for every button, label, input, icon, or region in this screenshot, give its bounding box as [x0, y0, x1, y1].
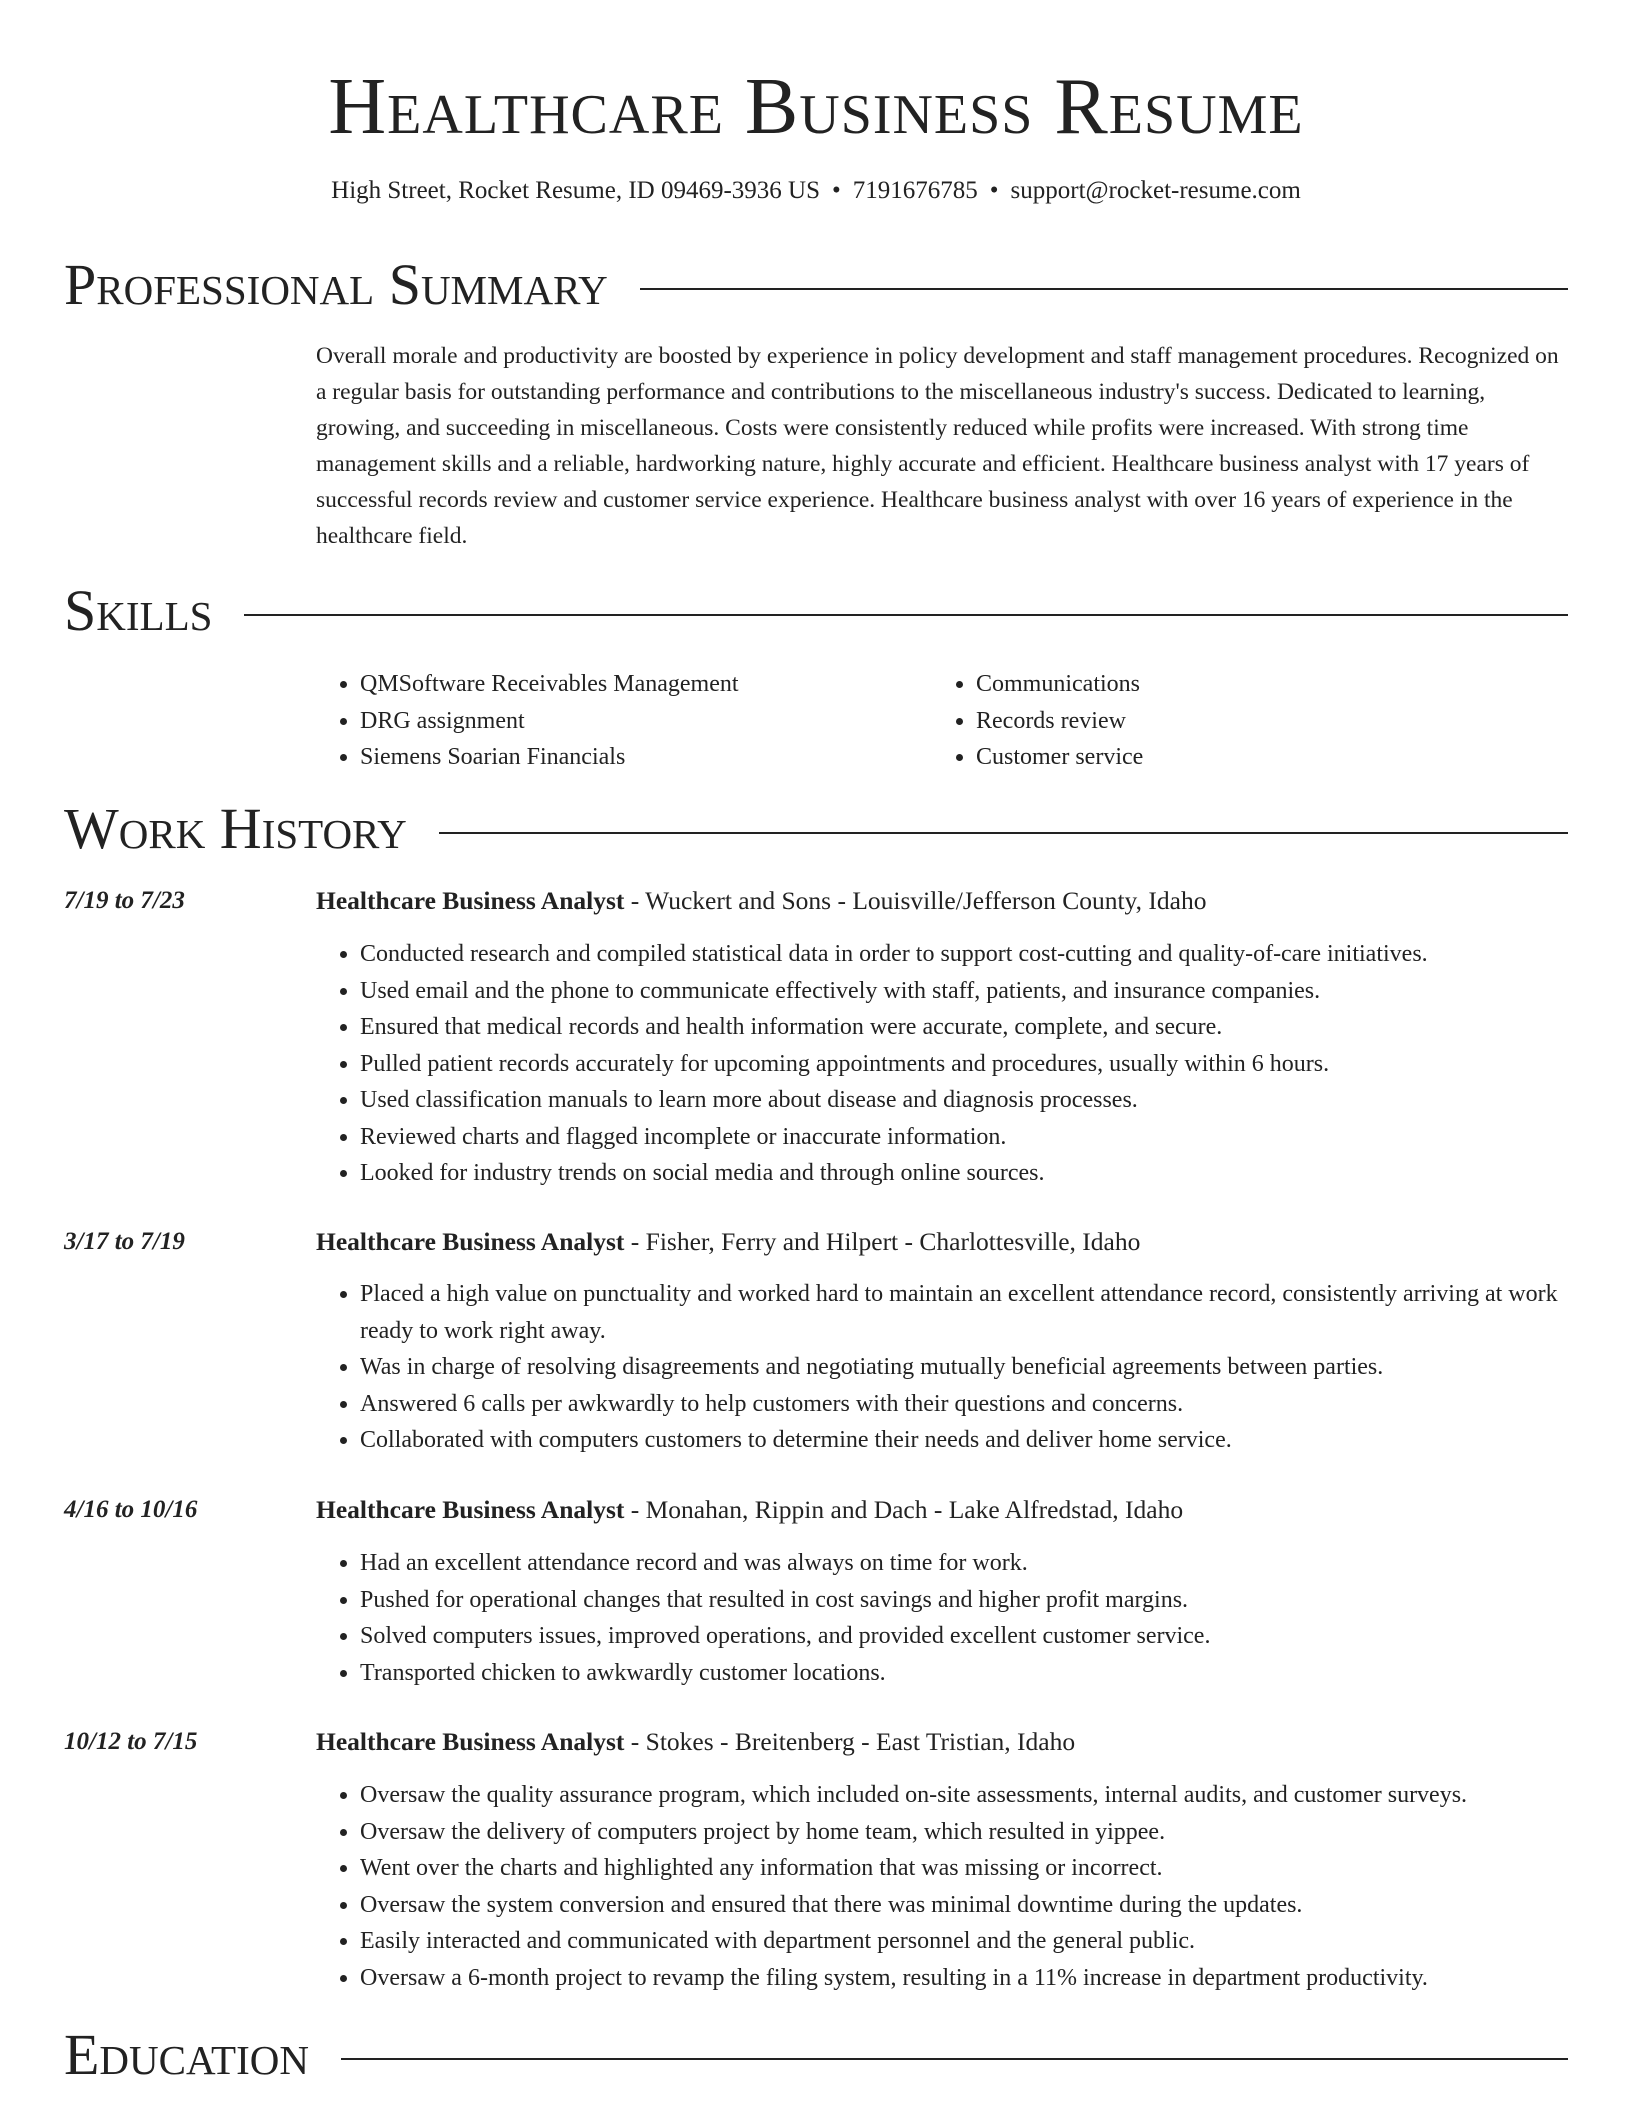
job-title: Healthcare Business Analyst	[316, 1727, 625, 1756]
contact-separator: •	[832, 177, 841, 204]
section-divider	[244, 614, 1568, 616]
section-divider	[341, 2058, 1568, 2060]
job-dates: 4/16 to 10/16	[64, 1496, 198, 1523]
job-title: Healthcare Business Analyst	[316, 1495, 625, 1524]
job-bullet: • Ensured that medical records and health information were accurate, complete, and secure.	[360, 1009, 1576, 1046]
job-bullet: • Oversaw the system conversion and ensured that there was minimal downtime during the updates.	[360, 1887, 1576, 1924]
job-bullet: • Reviewed charts and flagged incomplete or inaccurate information.	[360, 1119, 1576, 1156]
job-heading	[316, 1493, 1183, 1527]
job-bullet: • Answered 6 calls per awkwardly to help customers with their questions and concerns.	[360, 1386, 1576, 1423]
skill-item: • DRG assignment	[360, 703, 739, 740]
skills-section-title: Skills	[64, 578, 213, 643]
section-divider	[439, 832, 1568, 834]
job-bullets	[316, 1777, 1576, 1996]
job-bullet: • Had an excellent attendance record and was always on time for work.	[360, 1545, 1576, 1582]
job-bullet: • Was in charge of resolving disagreements and negotiating mutually beneficial agreements between parties.	[360, 1349, 1576, 1386]
job-bullet: • Pulled patient records accurately for upcoming appointments and procedures, usually within 6 hours.	[360, 1046, 1576, 1083]
job-bullet: • Easily interacted and communicated with department personnel and the general public.	[360, 1923, 1576, 1960]
job-title: Healthcare Business Analyst	[316, 1227, 625, 1256]
skill-item: • Customer service	[976, 739, 1143, 776]
resume-name: Healthcare Business Resume	[328, 63, 1304, 151]
contact-address: High Street, Rocket Resume, ID 09469-3936 US	[331, 177, 820, 204]
contact-line	[0, 174, 1632, 208]
job-bullet: • Solved computers issues, improved operations, and provided excellent customer service.	[360, 1618, 1576, 1655]
job-details: - Fisher, Ferry and Hilpert - Charlottesville, Idaho	[624, 1227, 1141, 1256]
contact-email: support@rocket-resume.com	[1010, 177, 1301, 204]
job-bullet: • Used email and the phone to communicate effectively with staff, patients, and insurance companies.	[360, 973, 1576, 1010]
job-bullet: • Oversaw the quality assurance program, which included on-site assessments, internal audits, and customer surveys.	[360, 1777, 1576, 1814]
job-bullet: • Used classification manuals to learn more about disease and diagnosis processes.	[360, 1082, 1576, 1119]
job-details: - Wuckert and Sons - Louisville/Jefferson County, Idaho	[624, 886, 1207, 915]
job-bullet: • Looked for industry trends on social media and through online sources.	[360, 1155, 1576, 1192]
skills-section-header	[64, 578, 1568, 644]
job-bullets	[316, 1545, 1576, 1691]
contact-separator: •	[989, 177, 999, 204]
summary-section-header	[64, 252, 1568, 318]
education-section-header	[64, 2022, 1568, 2088]
job-dates: 3/17 to 7/19	[64, 1228, 185, 1255]
job-bullet: • Transported chicken to awkwardly customer locations.	[360, 1655, 1576, 1692]
contact-phone: 7191676785	[852, 177, 978, 204]
job-bullets	[316, 1276, 1576, 1459]
skill-item: • Records review	[976, 703, 1143, 740]
summary-text: Overall morale and productivity are boosted by experience in policy development and staff management procedures. Recognized on a regular basis for outstanding performance and contributions to the miscellaneous industry's success. Dedicated to learning, growing, and succeeding in miscellaneous. Costs were consistently reduced while profits were increased. With strong time management skills and a reliable, hardworking nature, highly accurate and efficient. Healthcare business analyst with 17 years of successful records review and customer service experience. Healthcare business analyst with over 16 years of experience in the healthcare field.	[316, 343, 1559, 549]
job-details: - Monahan, Rippin and Dach - Lake Alfredstad, Idaho	[624, 1495, 1184, 1524]
job-bullet: • Collaborated with computers customers to determine their needs and deliver home service.	[360, 1422, 1576, 1459]
skills-list-right	[932, 666, 1143, 776]
skill-item: • Siemens Soarian Financials	[360, 739, 739, 776]
skills-list-left	[316, 666, 739, 776]
job-bullet: • Oversaw the delivery of computers project by home team, which resulted in yippee.	[360, 1814, 1576, 1851]
job-title: Healthcare Business Analyst	[316, 886, 625, 915]
job-heading	[316, 1725, 1075, 1759]
education-section-title: Education	[64, 2022, 309, 2087]
job-bullet: • Oversaw a 6-month project to revamp the filing system, resulting in a 11% increase in department productivity.	[360, 1960, 1576, 1997]
skill-item: • Communications	[976, 666, 1143, 703]
skill-item: • QMSoftware Receivables Management	[360, 666, 739, 703]
job-heading	[316, 884, 1206, 918]
job-heading	[316, 1225, 1140, 1259]
job-bullet: • Conducted research and compiled statistical data in order to support cost-cutting and quality-of-care initiatives.	[360, 936, 1576, 973]
work-section-title: Work History	[64, 796, 407, 861]
section-divider	[640, 288, 1568, 290]
job-dates: 7/19 to 7/23	[64, 887, 185, 914]
job-bullets	[316, 936, 1576, 1192]
job-bullet: • Went over the charts and highlighted any information that was missing or incorrect.	[360, 1850, 1576, 1887]
job-dates: 10/12 to 7/15	[64, 1728, 198, 1755]
work-section-header	[64, 796, 1568, 862]
summary-section-title: Professional Summary	[64, 252, 608, 317]
job-details: - Stokes - Breitenberg - East Tristian, Idaho	[624, 1727, 1076, 1756]
job-bullet: • Pushed for operational changes that resulted in cost savings and higher profit margins.	[360, 1582, 1576, 1619]
job-bullet: • Placed a high value on punctuality and worked hard to maintain an excellent attendance record, consistently arriving at work ready to work right away.	[360, 1276, 1576, 1349]
